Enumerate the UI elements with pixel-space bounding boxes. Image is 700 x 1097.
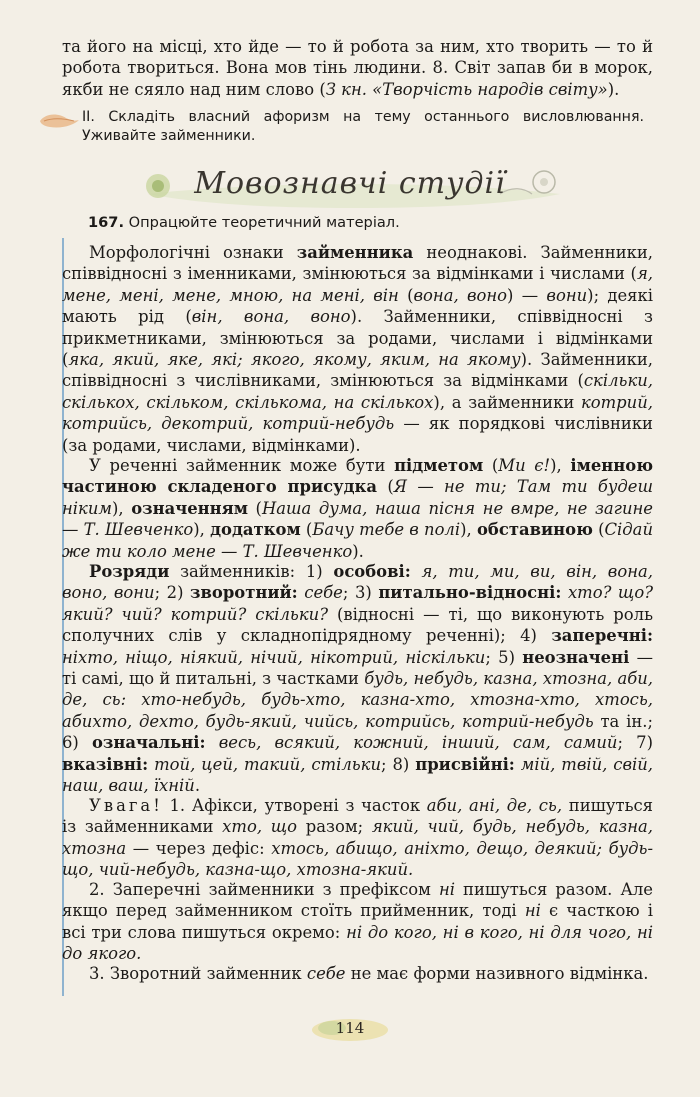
- text-run: Ми є!: [498, 456, 551, 475]
- text-run: заперечні:: [551, 626, 653, 646]
- text-run: хто? що? який? чий? котрий? скільки?: [62, 583, 653, 624]
- text-run: 3. Зворотний займенник: [89, 964, 307, 983]
- text-run: .: [194, 776, 201, 796]
- text-run: ні: [438, 880, 455, 899]
- text-run: займенників: 1): [169, 562, 334, 581]
- text-run: мій, твій, свій, наш, ваш, їхній: [62, 754, 654, 796]
- text-run: я, ти, ми, ви, він, вона, воно, вони: [62, 562, 653, 603]
- text-run: Сідай же ти коло мене — Т. Шевченко: [62, 520, 653, 561]
- text-run: неозначені: [522, 647, 630, 667]
- continuation-text-2: ).: [607, 79, 620, 99]
- text-run: ; 2): [154, 583, 191, 603]
- text-run: я, мене, мені, мене, мною, на мені, він: [62, 264, 653, 305]
- text-run: (відносні — ті, що виконують роль сполучних слів у складнопідрядному реченні); 4): [62, 604, 653, 646]
- text-run: (: [377, 477, 394, 497]
- text-run: [411, 562, 422, 581]
- text-run: яка, який, яке, які; якого, якому, яким, на якому: [68, 350, 521, 370]
- text-run: 2. Заперечні займенники з префіксом: [89, 880, 439, 899]
- text-run: ; 3): [342, 583, 379, 603]
- text-run: (: [398, 285, 414, 305]
- text-run: означенням: [131, 498, 248, 518]
- text-run: У реченні займенник може бути: [89, 456, 395, 475]
- text-run: обставиною: [476, 520, 593, 540]
- task-ii-text: II. Складіть власний афоризм на тему останнього висловлювання. Уживайте займенники.: [82, 109, 644, 144]
- text-run: ),: [460, 520, 477, 540]
- text-run: аби, ані, де, сь,: [426, 796, 563, 815]
- text-run: себе: [306, 964, 346, 983]
- text-run: весь, всякий, кожний, інший, сам, самий: [218, 733, 618, 753]
- continuation-text: [62, 36, 653, 100]
- task-marker-icon: [38, 112, 80, 130]
- text-run: себе: [304, 583, 343, 603]
- text-run: Морфологічні ознаки: [89, 243, 297, 262]
- text-run: ). Займенники, співвідносні з прикметниками, змінюються за родами, числами і відмінками (: [62, 307, 653, 370]
- text-run: (: [300, 520, 313, 540]
- text-run: хтось, абищо, аніхто, дещо, деякий; будь-що, чий-небудь, казна-що, хтозна-який.: [62, 838, 653, 880]
- text-run: неоднакові. Займенники, співвідносні з іменниками, змінюються за відмінками і числами (: [62, 243, 653, 284]
- text-run: пишуться разом. Але якщо перед займенником стоїть прийменник, тоді: [62, 880, 653, 921]
- text-run: ; 5): [485, 647, 523, 667]
- text-run: ).: [352, 541, 364, 561]
- continuation-source: З кн. «Творчість народів світу»: [325, 79, 608, 99]
- text-run: вони: [546, 285, 588, 305]
- text-run: — через дефіс:: [126, 838, 272, 858]
- text-run: Наша дума, наша пісня не вмре, не загине — Т. Шевченко: [62, 498, 653, 540]
- text-run: разом;: [297, 817, 372, 837]
- text-run: хто, що: [222, 817, 298, 837]
- text-run: Розряди: [89, 562, 170, 581]
- text-run: займенника: [296, 243, 414, 262]
- text-run: [206, 733, 219, 752]
- text-run: не має форми називного відмінка.: [345, 964, 649, 983]
- banner-title: Мовознавчі студії: [194, 166, 506, 201]
- text-run: який, чий, будь, небудь, казна, хтозна: [62, 817, 653, 858]
- text-run: ; 8): [381, 754, 416, 774]
- exercise-167-heading: [88, 214, 648, 233]
- text-run: Увага!: [89, 796, 163, 815]
- text-run: той, цей, такий, стільки: [154, 754, 382, 774]
- text-run: ні до кого, ні в кого, ні для чого, ні до якого.: [62, 922, 653, 964]
- text-run: ), а займенники: [433, 392, 581, 412]
- task-ii: [82, 108, 644, 145]
- text-run: особові:: [333, 562, 411, 581]
- exercise-instruction: Опрацюйте теоретичний матеріал.: [124, 214, 400, 231]
- text-run: означальні:: [91, 733, 206, 753]
- text-run: питально-відносні:: [378, 583, 562, 603]
- theory-paragraph-syntax: [62, 455, 653, 562]
- text-run: ). Займенники, співвідносні з числівниками, змінюються за відмінками (: [62, 350, 654, 391]
- text-run: (: [592, 520, 605, 540]
- text-run: вона, воно: [413, 285, 508, 305]
- text-run: пишуться із займенниками: [62, 796, 654, 837]
- text-run: він, вона, воно: [191, 307, 351, 327]
- text-run: підметом: [394, 456, 484, 475]
- text-run: 1. Афікси, утворені з часток: [162, 796, 427, 815]
- text-run: ); деякі мають рід (: [62, 285, 653, 327]
- text-run: ),: [111, 498, 132, 518]
- text-run: ні: [524, 901, 541, 921]
- text-run: ; 7): [617, 733, 653, 753]
- text-run: (: [483, 456, 499, 475]
- text-run: Бачу тебе в полі: [312, 520, 461, 540]
- continuation-text-1: та його на місці, хто йде — то й робота за ним, хто творить — то й робота твориться. Вона мов тінь людини. 8. Світ запав би в морок, якби не сяяло над ним слово (: [62, 37, 653, 99]
- text-run: (: [247, 498, 262, 518]
- exercise-number: 167.: [88, 214, 125, 231]
- text-run: Я — не ти; Там ти будеш ніким: [62, 477, 654, 518]
- text-run: іменною частиною складеного присудка: [62, 456, 654, 497]
- text-run: є часткою і всі три слова пишуться окремо:: [62, 901, 654, 942]
- text-run: ),: [193, 520, 211, 540]
- text-run: та ін.; 6): [62, 711, 653, 753]
- text-run: зворотний:: [190, 583, 298, 603]
- text-run: додатком: [210, 520, 301, 540]
- text-run: котрий, котрийсь, декотрий, котрий-небудь: [62, 392, 653, 434]
- theory-paragraph-morphology: [62, 242, 653, 456]
- text-run: — як порядкові числівники (за родами, числами, відмінками).: [62, 414, 653, 455]
- text-run: ),: [550, 456, 571, 475]
- text-run: — ті самі, що й питальні, з частками: [62, 647, 653, 689]
- page-number: 114: [335, 1019, 365, 1037]
- note-paragraph-reflexive: [62, 963, 653, 984]
- theory-paragraph-categories: [62, 561, 653, 796]
- text-run: скільки, скількох, скільком, скількома, на скількох: [62, 371, 653, 412]
- text-run: ) —: [507, 285, 547, 305]
- text-run: ніхто, ніщо, ніякий, нічий, нікотрий, ніскільки: [62, 647, 486, 667]
- text-run: будь, небудь, казна, хтозна, аби, де, сь: хто-небудь, будь-хто, казна-хто, хтозна-хто, хтось, абихто, дехто, будь-який, чийсь, котрийсь, котрий-небудь: [62, 669, 653, 731]
- text-run: присвійні:: [415, 754, 515, 774]
- note-paragraph-negative: [62, 879, 653, 965]
- note-paragraph-affixes: [62, 795, 653, 881]
- text-run: вказівні:: [62, 754, 149, 774]
